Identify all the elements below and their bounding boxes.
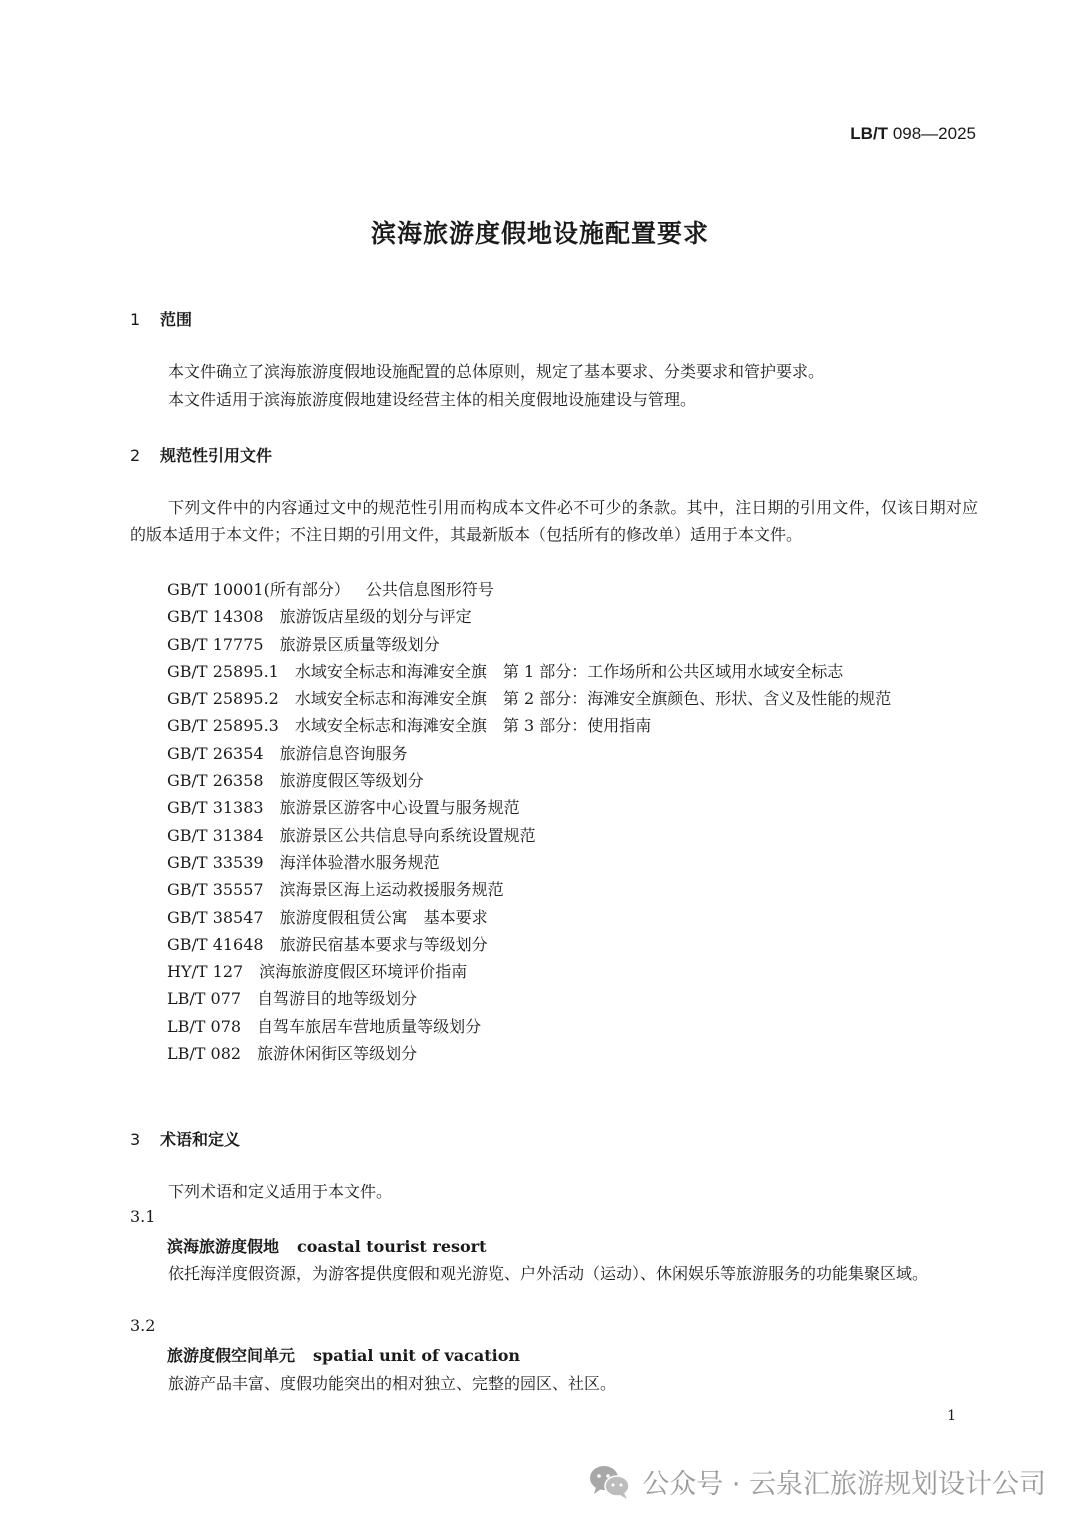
reference-item (167, 767, 891, 794)
reference-code: LB/T 078 (167, 1016, 242, 1036)
reference-item (167, 658, 891, 685)
reference-code: LB/T 082 (167, 1044, 242, 1064)
reference-code: GB/T 31383 (167, 798, 264, 818)
section-number: 3 (130, 1130, 141, 1149)
reference-item (167, 876, 891, 903)
reference-item (167, 849, 891, 876)
reference-title: 旅游度假区等级划分 (279, 771, 424, 791)
reference-code: GB/T 25895.1 (167, 661, 279, 681)
reference-item (167, 1013, 891, 1040)
section-1-heading (130, 307, 192, 330)
reference-code: GB/T 26358 (167, 771, 264, 791)
reference-code: GB/T 26354 (167, 743, 264, 763)
reference-title: 旅游景区游客中心设置与服务规范 (279, 798, 520, 818)
reference-code: GB/T 14308 (167, 607, 264, 627)
wechat-icon (588, 1463, 632, 1501)
reference-title: 滨海景区海上运动救援服务规范 (279, 880, 504, 900)
reference-code: GB/T 38547 (167, 907, 264, 927)
reference-item (167, 822, 891, 849)
section-number: 2 (130, 446, 141, 465)
reference-code: GB/T 35557 (167, 880, 264, 900)
reference-title: 旅游度假租赁公寓 基本要求 (279, 907, 488, 927)
term-heading (167, 1234, 487, 1257)
reference-item (167, 603, 891, 630)
scope-paragraph-2: 本文件适用于滨海旅游度假地建设经营主体的相关度假地设施建设与管理。 (168, 390, 697, 409)
reference-code: GB/T 25895.2 (167, 689, 279, 709)
reference-title: 旅游饭店星级的划分与评定 (279, 607, 472, 627)
reference-title: 水域安全标志和海滩安全旗 第 1 部分：工作场所和公共区域用水域安全标志 (294, 661, 844, 681)
section-title: 规范性引用文件 (160, 446, 273, 465)
reference-title: 旅游休闲街区等级划分 (257, 1044, 418, 1064)
reference-code: GB/T 25895.3 (167, 716, 279, 736)
section-title: 术语和定义 (160, 1130, 241, 1149)
section-number: 1 (130, 310, 141, 329)
reference-item (167, 794, 891, 821)
reference-title: 滨海旅游度假区环境评价指南 (259, 962, 468, 982)
term-number: 3.1 (130, 1207, 156, 1226)
standard-code (850, 124, 976, 144)
reference-title: 旅游民宿基本要求与等级划分 (279, 934, 488, 954)
references-intro: 下列文件中的内容通过文中的规范性引用而构成本文件必不可少的条款。其中，注日期的引用文件，仅该日期对应的版本适用于本文件；不注日期的引用文件，其最新版本（包括所有的修改单）适用于本文件。 (130, 498, 978, 545)
term-chinese: 滨海旅游度假地 (167, 1237, 280, 1256)
reference-item (167, 631, 891, 658)
reference-item (167, 931, 891, 958)
reference-item (167, 740, 891, 767)
term-english: spatial unit of vacation (313, 1346, 521, 1365)
terms-intro: 下列术语和定义适用于本文件。 (168, 1182, 393, 1201)
reference-list (167, 576, 891, 1067)
reference-item (167, 904, 891, 931)
standard-code-number: 098—2025 (892, 124, 976, 143)
reference-title: 水域安全标志和海滩安全旗 第 2 部分：海滩安全旗颜色、形状、含义及性能的规范 (294, 689, 892, 709)
reference-item (167, 958, 891, 985)
reference-title: 海洋体验潜水服务规范 (279, 852, 440, 872)
reference-item (167, 576, 891, 603)
term-definition: 旅游产品丰富、度假功能突出的相对独立、完整的园区、社区。 (168, 1374, 617, 1393)
document-title: 滨海旅游度假地设施配置要求 (370, 219, 709, 248)
reference-item (167, 1040, 891, 1067)
watermark-text: 公众号 · 云泉汇旅游规划设计公司 (642, 1469, 1046, 1500)
section-title: 范围 (160, 310, 193, 329)
term-heading (167, 1343, 520, 1366)
reference-title: 旅游景区公共信息导向系统设置规范 (279, 825, 536, 845)
section-2-heading (130, 443, 272, 466)
reference-item (167, 712, 891, 739)
reference-code: GB/T 17775 (167, 634, 264, 654)
reference-title: 自驾游目的地等级划分 (257, 989, 418, 1009)
term-english: coastal tourist resort (297, 1237, 487, 1256)
page-number: 1 (947, 1408, 956, 1424)
reference-item (167, 685, 891, 712)
term-definition: 依托海洋度假资源，为游客提供度假和观光游览、户外活动（运动）、休闲娱乐等旅游服务的功能集聚区域。 (168, 1264, 929, 1283)
watermark (588, 1462, 1046, 1501)
reference-code: GB/T 10001(所有部分） (167, 580, 350, 599)
reference-title: 水域安全标志和海滩安全旗 第 3 部分：使用指南 (294, 716, 652, 736)
reference-title: 旅游信息咨询服务 (279, 743, 408, 763)
reference-title: 公共信息图形符号 (365, 580, 494, 599)
standard-code-prefix: LB/T (850, 124, 889, 143)
reference-code: GB/T 41648 (167, 934, 264, 954)
reference-code: LB/T 077 (167, 989, 242, 1009)
reference-code: GB/T 33539 (167, 852, 264, 872)
term-chinese: 旅游度假空间单元 (167, 1346, 296, 1365)
section-3-heading (130, 1127, 240, 1150)
reference-code: HY/T 127 (167, 962, 244, 982)
reference-item (167, 985, 891, 1012)
reference-code: GB/T 31384 (167, 825, 264, 845)
reference-title: 自驾车旅居车营地质量等级划分 (257, 1016, 482, 1036)
term-number: 3.2 (130, 1316, 156, 1335)
reference-title: 旅游景区质量等级划分 (279, 634, 440, 654)
scope-paragraph-1: 本文件确立了滨海旅游度假地设施配置的总体原则，规定了基本要求、分类要求和管护要求。 (168, 362, 825, 381)
